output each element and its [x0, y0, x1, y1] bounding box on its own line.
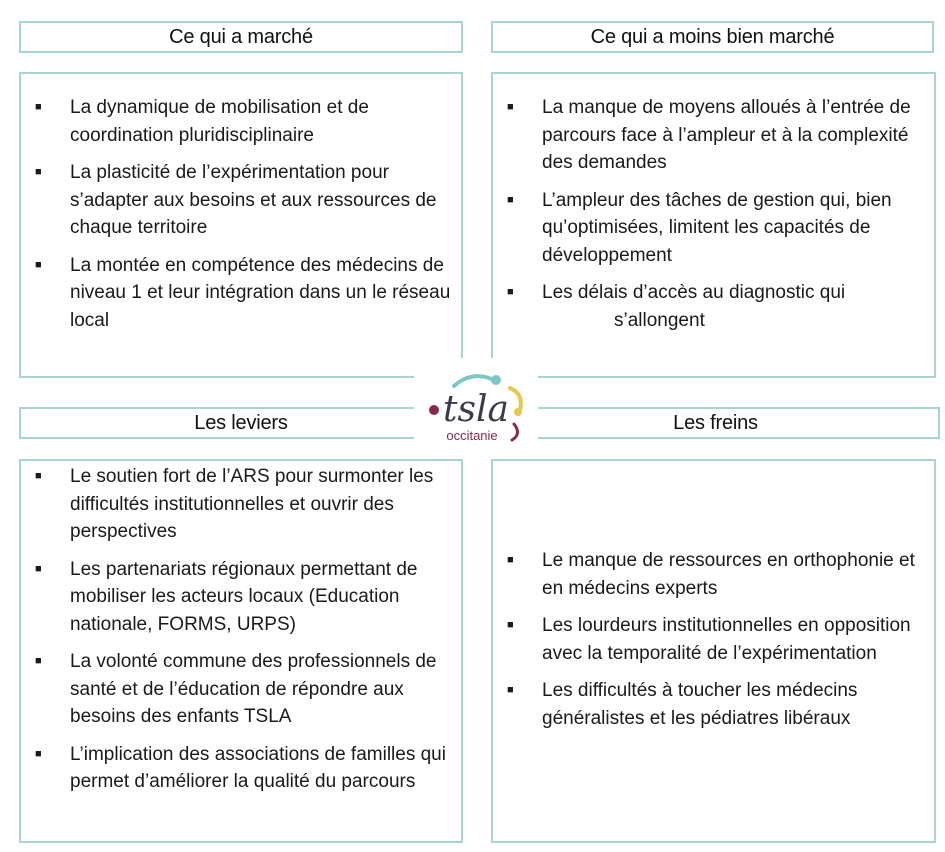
list-item: ■ Les délais d’accès au diagnostic qui s’allongent	[493, 279, 934, 334]
header-what-worked-less	[491, 21, 934, 53]
bullet-icon: ■	[35, 562, 42, 575]
header-title: Les freins	[673, 411, 758, 434]
list-item: ■ La montée en compétence des médecins de niveau 1 et leur intégration dans un le réseau local	[21, 252, 461, 335]
bullet-icon: ■	[35, 655, 42, 667]
bullet-icon: ■	[507, 554, 514, 566]
list-item: ■ La plasticité de l’expérimentation pour s’adapter aux besoins et aux ressources de chaque territoire	[21, 159, 461, 242]
list-item: ■ Les partenariats régionaux permettant de mobiliser les acteurs locaux (Education nationale, FORMS, URPS)	[21, 556, 461, 639]
bullet-list	[21, 461, 461, 796]
bullet-icon: ■	[507, 101, 514, 113]
header-levers	[19, 407, 463, 439]
bullet-icon: ■	[507, 193, 514, 206]
bullet-list	[493, 461, 934, 732]
header-title: Ce qui a marché	[169, 25, 313, 48]
bullet-icon: ■	[35, 747, 42, 760]
tsla-occitanie-logo	[414, 358, 538, 454]
list-item: ■ La manque de moyens alloués à l’entrée de parcours face à l’ampleur et à la complexité des demandes	[493, 94, 934, 177]
list-item: ■ L’implication des associations de familles qui permet d’améliorer la qualité du parcours	[21, 741, 461, 796]
list-item: ■ Les lourdeurs institutionnelles en opposition avec la temporalité de l’expérimentation	[493, 612, 934, 667]
bullet-icon: ■	[35, 166, 42, 178]
header-brakes	[491, 407, 940, 439]
bullet-icon: ■	[507, 286, 514, 298]
list-item: ■ Le soutien fort de l’ARS pour surmonter les difficultés institutionnelles et ouvrir des perspectives	[21, 463, 461, 546]
bullet-icon: ■	[507, 684, 514, 696]
header-title: Les leviers	[194, 411, 288, 434]
box-levers	[19, 459, 463, 843]
bullet-icon: ■	[35, 470, 42, 482]
header-title: Ce qui a moins bien marché	[590, 25, 835, 48]
logo-sub-text: occitanie	[446, 428, 498, 443]
list-item: ■ Le manque de ressources en orthophonie et en médecins experts	[493, 547, 934, 602]
bullet-list	[21, 74, 461, 334]
box-what-worked-less	[491, 72, 936, 378]
logo-main-text: tsla	[443, 389, 509, 430]
bullet-icon: ■	[507, 619, 514, 631]
list-item: ■ La volonté commune des professionnels de santé et de l’éducation de répondre aux besoins des enfants TSLA	[21, 648, 461, 731]
box-what-worked	[19, 72, 463, 378]
box-brakes	[491, 459, 936, 843]
logo-graphic	[414, 358, 538, 454]
bullet-icon: ■	[35, 101, 42, 113]
list-item: ■ Les difficultés à toucher les médecins généralistes et les pédiatres libéraux	[493, 677, 934, 732]
bullet-icon: ■	[35, 258, 42, 271]
list-item: ■ L’ampleur des tâches de gestion qui, bien qu’optimisées, limitent les capacités de développement	[493, 187, 934, 270]
bullet-list	[493, 74, 934, 334]
list-item: ■ La dynamique de mobilisation et de coordination pluridisciplinaire	[21, 94, 461, 149]
header-what-worked	[19, 21, 463, 53]
